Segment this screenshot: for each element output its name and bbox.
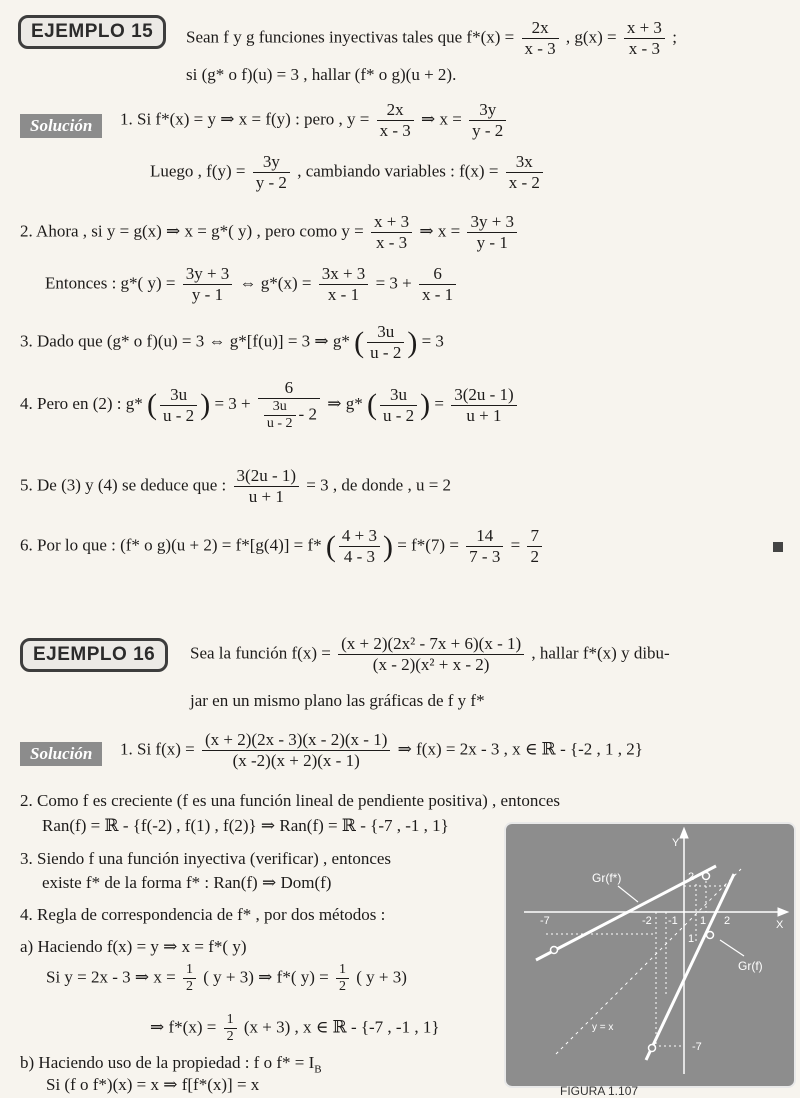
sol16-method-a-line1: Si y = 2x - 3 ⇒ x = $\frac{1}{2}$ ( y + 3) ⇒ f*( y) = $\frac{1}{2}$ ( y + 3) [46,962,407,994]
sol16-step3a: 3. Siendo f una función inyectiva (verificar) , entonces [20,849,392,868]
tick-x-p2: 2 [724,915,731,927]
sol16-step2a: 2. Como f es creciente (f es una función lineal de pendiente positiva) , entonces [20,791,561,810]
y-axis-label: Y [672,837,680,849]
ejemplo-15-badge: EJEMPLO 15 [18,15,166,49]
hole-point [551,947,558,954]
hole-point [649,1045,656,1052]
solucion-16-label: Solución [20,742,102,766]
ej16-statement-line1: Sea la función f(x) = $\frac{\text{(x + 2)(2x² - 7x + 6)(x - 1)}}{\text{(x - 2)(x² + x - 2)}}$ , hallar f*(x) y dibu- [190,634,670,674]
figure-caption: FIGURA 1.107 [560,1084,639,1098]
x-axis-label: X [776,919,784,931]
ej16-statement-line2: jar en un mismo plano las gráficas de f y f* [190,691,485,710]
tick-x-p1: 1 [700,915,707,927]
hole-point [707,932,714,939]
figure-panel [504,822,796,1088]
sol15-step1a: 1. Si f*(x) = y ⇒ x = f(y) : pero , y = $\frac{2x}{x - 3}$ ⇒ x = $\frac{3y}{y - 2}$ [120,100,509,141]
sol15-step6: 6. Por lo que : (f* o g)(u + 2) = f*[g(4)] = f* ( $\frac{4 + 3}{4 - 3}$ ) = f*(7) = $\frac{14}{7 - 3}$ = $\frac{7}{2}$ [20,526,545,567]
sol15-step3: 3. Dado que (g* o f)(u) = 3 ⇔ g*[f(u)] = 3 ⇒ g* ( $\frac{3u}{u - 2}$ ) = 3 [20,322,444,362]
sol16-method-a-line2: ⇒ f*(x) = $\frac{1}{2}$ (x + 3) , x ∈ ℝ - {-7 , -1 , 1} [150,1012,440,1044]
identity-label: y = x [592,1022,614,1033]
sol16-step3b: existe f* de la forma f* : Ran(f) ⇒ Dom(f) [42,873,332,892]
ejemplo-16-badge: EJEMPLO 16 [20,638,168,672]
sol16-step2b: Ran(f) = ℝ - {f(-2) , f(1) , f(2)} ⇒ Ran(f) = ℝ - {-7 , -1 , 1} [42,816,449,835]
sol15-step1b: Luego , f(y) = $\frac{3y}{y - 2}$ , cambiando variables : f(x) = $\frac{3x}{x - 2}$ [150,152,546,193]
tick-y-1: 1 [688,933,695,945]
sol15-step2b: Entonces : g*( y) = $\frac{3y + 3}{y - 1}$ ⇔ g*(x) = $\frac{3x + 3}{x - 1}$ = 3 + $\frac{6}{x - 1}$ [45,264,459,305]
sol16-step1: 1. Si f(x) = $\frac{(x + 2)(2x - 3)(x - 2)(x - 1)}{(x -2)(x + 2)(x - 1)}$ ⇒ f(x) = 2x - 3 , x ∈ ℝ - {-2 , 1 , 2} [120,730,643,770]
label-pointer [720,940,744,956]
tick-x-m2: -2 [642,915,652,927]
tick-y-m7: -7 [692,1041,702,1053]
sol16-method-b-line1: Si (f o f*)(x) = x ⇒ f[f*(x)] = x [46,1075,260,1094]
sol15-step2a: 2. Ahora , si y = g(x) ⇒ x = g*( y) , pero como y = $\frac{x + 3}{x - 3}$ ⇒ x = $\frac{3y + 3}{y - 1}$ [20,212,520,253]
identity-line [556,869,741,1054]
x-axis-arrow-icon [778,908,788,916]
tick-x-m1: -1 [668,915,678,927]
gr-finverse-label: Gr(f*) [592,871,622,885]
tick-x-m7: -7 [540,915,550,927]
ej15-statement-line2: si (g* o f)(u) = 3 , hallar (f* o g)(u + 2). [186,65,457,84]
gr-f-label: Gr(f) [738,959,763,973]
graph-f-and-inverse [506,824,794,1086]
sol16-step4: 4. Regla de correspondencia de f* , por dos métodos : [20,905,386,924]
sol16-method-b: b) Haciendo uso de la propiedad : f o $f* = I_B$ [20,1053,322,1076]
label-pointer [618,886,638,902]
sol16-method-a: a) Haciendo f(x) = y ⇒ x = f*( y) [20,937,247,956]
sol15-step4: 4. Pero en (2) : g* ( $\frac{3u}{u - 2}$ ) = 3 + 6 $\frac{3u}{u - 2}$ - 2 ⇒ g* ( $\frac{3u}{u - 2}$ ) = $\frac{3(2u - 1)}{u + 1}$ [20,378,520,432]
graph-f-line [646,874,734,1060]
ej15-statement-line1: Sean f y g funciones inyectivas tales que f*(x) = $\frac{2x}{x - 3}$ , g(x) = $\frac{x + 3}{x - 3}$ ; [186,18,677,58]
tick-y-2: 2 [688,871,695,883]
y-axis-arrow-icon [680,828,688,838]
hole-point [703,873,710,880]
sol15-step5: 5. De (3) y (4) se deduce que : $\frac{3(2u - 1)}{u + 1}$ = 3 , de donde , u = 2 [20,466,452,506]
solucion-15-label: Solución [20,114,102,138]
end-of-proof-square [773,542,783,552]
